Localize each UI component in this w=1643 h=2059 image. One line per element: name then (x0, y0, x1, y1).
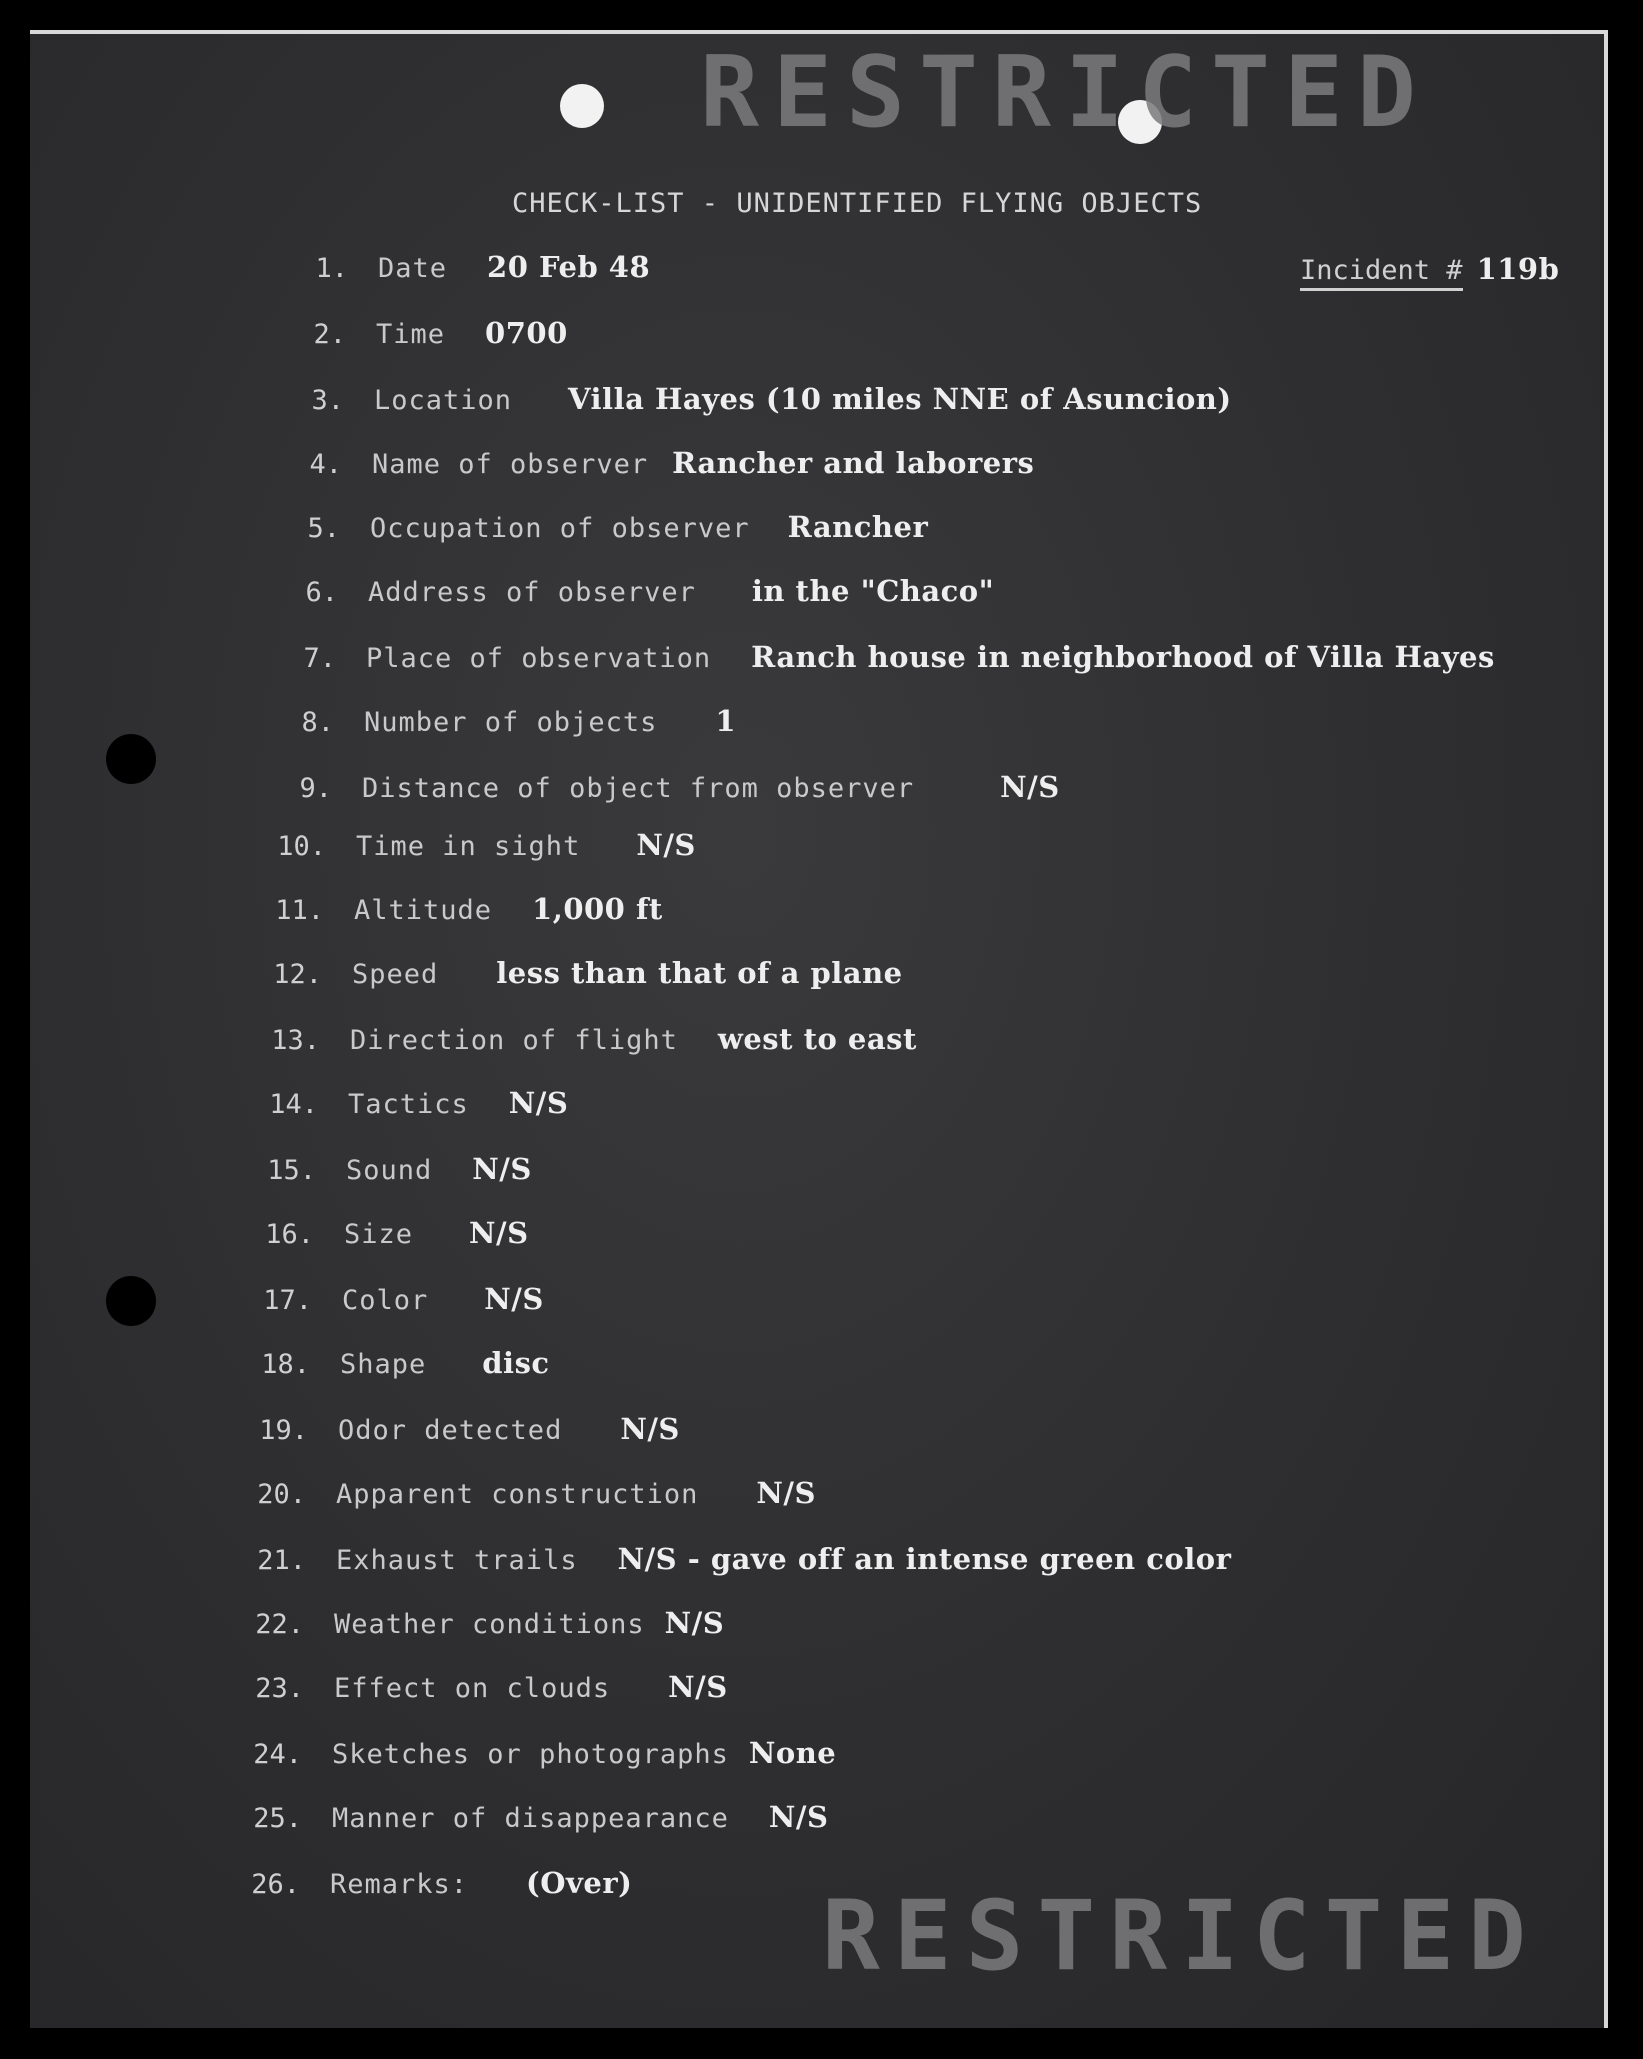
item-number: 13. (271, 1025, 320, 1056)
restricted-stamp-bottom: RESTRICTED (822, 1880, 1540, 1992)
item-number: 19. (259, 1415, 308, 1446)
item-value: in the "Chaco" (751, 574, 995, 608)
checklist-item (222, 1800, 828, 1840)
item-label: Name of observer (372, 449, 649, 480)
checklist-item (266, 316, 568, 356)
item-label: Number of objects (364, 707, 658, 738)
item-label: Size (344, 1219, 414, 1250)
item-label: Address of observer (368, 577, 696, 608)
checklist-item (240, 1022, 917, 1062)
item-number: 15. (267, 1155, 316, 1186)
item-label: Location (374, 385, 513, 416)
restricted-stamp-top: RESTRICTED (700, 36, 1431, 150)
item-label: Time (376, 319, 446, 350)
checklist-item (224, 1606, 724, 1646)
item-label: Weather conditions (334, 1609, 645, 1640)
item-value: N/S (668, 1670, 728, 1704)
item-number: 20. (257, 1479, 306, 1510)
checklist-item (236, 1152, 532, 1192)
item-value: 0700 (485, 316, 568, 350)
item-number: 2. (313, 319, 346, 350)
item-value: N/S - gave off an intense green color (617, 1542, 1232, 1576)
item-number: 1. (315, 253, 348, 284)
item-value: N/S (472, 1152, 532, 1186)
item-number: 8. (301, 707, 334, 738)
item-number: 16. (265, 1219, 314, 1250)
checklist-item (234, 1216, 529, 1256)
checklist-item (220, 1866, 632, 1906)
checklist-item (230, 1346, 550, 1386)
item-value: west to east (717, 1022, 917, 1056)
item-label: Date (378, 253, 448, 284)
item-value: N/S (768, 1800, 829, 1834)
item-label: Place of observation (366, 643, 712, 674)
item-label: Tactics (348, 1089, 469, 1120)
checklist-item (252, 770, 1060, 810)
item-label: Manner of disappearance (332, 1803, 729, 1834)
item-number: 12. (273, 959, 322, 990)
item-value: Rancher and laborers (672, 446, 1035, 480)
item-label: Shape (340, 1349, 427, 1380)
item-value: N/S (664, 1606, 725, 1640)
item-value: N/S (756, 1476, 816, 1510)
item-value: less than that of a plane (496, 956, 903, 990)
item-value: N/S (636, 828, 696, 862)
item-value: N/S (620, 1412, 680, 1446)
item-label: Odor detected (338, 1415, 563, 1446)
item-value: None (748, 1736, 837, 1770)
checklist-item (222, 1736, 836, 1776)
item-value: Rancher (787, 510, 929, 544)
item-value: Ranch house in neighborhood of Villa Hayes (751, 640, 1495, 674)
item-number: 11. (275, 895, 324, 926)
checklist-item (224, 1670, 728, 1710)
item-value: 1 (715, 704, 737, 738)
item-number: 26. (251, 1869, 300, 1900)
item-label: Occupation of observer (370, 513, 750, 544)
item-number: 25. (253, 1803, 302, 1834)
item-number: 3. (311, 385, 344, 416)
item-label: Sound (346, 1155, 433, 1186)
item-number: 18. (261, 1349, 310, 1380)
item-label: Exhaust trails (336, 1545, 578, 1576)
checklist-item (258, 574, 994, 614)
checklist-item (242, 956, 903, 996)
checklist-item (262, 446, 1034, 486)
incident-value: 119b (1476, 252, 1560, 286)
binder-hole-lower (106, 1276, 156, 1326)
checklist-item (260, 510, 928, 550)
item-label: Time in sight (356, 831, 581, 862)
punch-hole-top-left (560, 84, 604, 128)
item-number: 21. (257, 1545, 306, 1576)
item-label: Color (342, 1285, 429, 1316)
item-label: Effect on clouds (334, 1673, 611, 1704)
checklist-item (254, 704, 736, 744)
item-value: N/S (508, 1086, 569, 1120)
item-value: 1,000 ft (532, 892, 663, 926)
item-value: N/S (469, 1216, 529, 1250)
incident-number (1300, 252, 1559, 291)
checklist-item (238, 1086, 568, 1126)
binder-hole-upper (106, 734, 156, 784)
checklist-item (264, 382, 1232, 422)
item-number: 17. (263, 1285, 312, 1316)
item-value: disc (482, 1346, 550, 1380)
item-number: 22. (255, 1609, 304, 1640)
item-label: Direction of flight (350, 1025, 678, 1056)
item-value: N/S (484, 1282, 544, 1316)
item-label: Altitude (354, 895, 493, 926)
page-title: CHECK-LIST - UNIDENTIFIED FLYING OBJECTS (512, 188, 1203, 219)
item-label: Speed (352, 959, 439, 990)
checklist-item (246, 828, 696, 868)
incident-label: Incident # (1300, 255, 1463, 291)
checklist-item (268, 250, 650, 290)
item-value: Villa Hayes (10 miles NNE of Asuncion) (568, 382, 1232, 416)
item-number: 7. (303, 643, 336, 674)
item-label: Apparent construction (336, 1479, 699, 1510)
item-number: 9. (299, 773, 332, 804)
checklist-item (256, 640, 1495, 680)
item-value: 20 Feb 48 (487, 250, 651, 284)
checklist-item (244, 892, 663, 932)
item-number: 4. (309, 449, 342, 480)
checklist-item (226, 1542, 1231, 1582)
checklist-item (232, 1282, 544, 1322)
item-number: 10. (277, 831, 326, 862)
item-value: N/S (1000, 770, 1060, 804)
item-label: Remarks: (330, 1869, 469, 1900)
item-number: 23. (255, 1673, 304, 1704)
item-number: 24. (253, 1739, 302, 1770)
checklist-item (228, 1412, 680, 1452)
item-value: (Over) (526, 1866, 633, 1900)
item-number: 5. (307, 513, 340, 544)
item-number: 6. (305, 577, 338, 608)
item-label: Sketches or photographs (332, 1739, 729, 1770)
item-number: 14. (269, 1089, 318, 1120)
item-label: Distance of object from observer (362, 773, 915, 804)
checklist-item (226, 1476, 816, 1516)
